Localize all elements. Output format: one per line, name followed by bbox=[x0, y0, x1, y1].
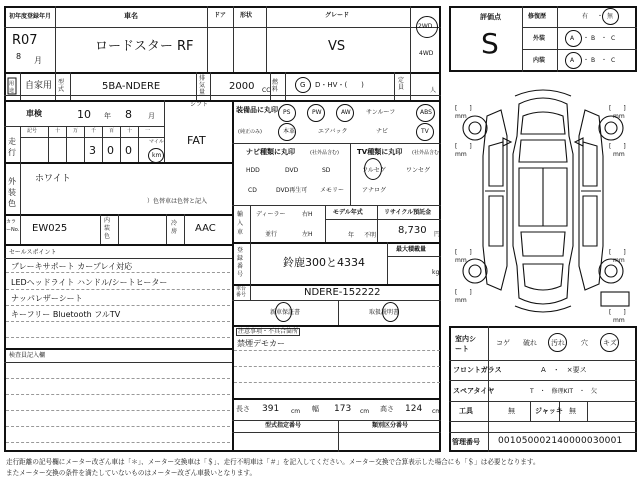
equip-abs-circle bbox=[416, 104, 435, 122]
model-year-label: モデル年式 bbox=[333, 209, 363, 216]
max-load-label: 最大積載量 bbox=[396, 246, 427, 253]
ext-grade-b: B bbox=[591, 35, 596, 42]
shift-value: FAT bbox=[187, 134, 206, 147]
mileage-label: 走行 bbox=[8, 137, 16, 157]
ext-grade-a: A bbox=[570, 35, 575, 42]
recycle-yen: 円 bbox=[434, 231, 441, 238]
fuel-g-circle bbox=[295, 77, 311, 93]
capacity-unit: 人 bbox=[430, 87, 437, 94]
tire-mm: mm bbox=[455, 257, 467, 264]
rating-label: 評価点 bbox=[480, 13, 501, 21]
int-grade-c: C bbox=[611, 57, 616, 64]
equip-leather-circle bbox=[278, 123, 296, 141]
equip-sunroof: サンルーフ bbox=[366, 109, 396, 116]
equip-aw-circle bbox=[336, 104, 354, 122]
tire-label: [ ] bbox=[455, 289, 472, 296]
windshield-label: フロントガラス bbox=[453, 366, 502, 374]
import-lh: 左H bbox=[302, 231, 313, 238]
rating-score: S bbox=[481, 27, 499, 60]
svg-text:途: 途 bbox=[9, 88, 15, 94]
door-label: ドア bbox=[214, 12, 226, 19]
selling-line: キーフリー Bluetooth フルTV bbox=[11, 310, 121, 319]
reg-month-unit: 月 bbox=[34, 56, 42, 65]
cc-unit: CC bbox=[262, 87, 271, 94]
svg-text:用: 用 bbox=[9, 81, 15, 87]
mileage-rank-label: 記号 bbox=[27, 128, 38, 134]
width-value: 173 bbox=[334, 404, 352, 414]
interior-seat-label: 室内シート bbox=[455, 335, 476, 353]
equipment-subtitle: (純正のみ) bbox=[238, 129, 262, 135]
seat-scratch-circle bbox=[600, 333, 619, 352]
navi-hdd: HDD bbox=[246, 167, 260, 174]
inspector-label: 検査員記入欄 bbox=[9, 352, 46, 359]
length-label: 長さ bbox=[236, 405, 250, 413]
color-code: EW025 bbox=[32, 223, 68, 234]
tire-mm: mm bbox=[455, 151, 467, 158]
selling-line: ナッパレザーシート bbox=[11, 294, 83, 303]
seat-stain-circle bbox=[548, 333, 567, 352]
navi-title: ナビ種類に丸印 bbox=[246, 148, 295, 156]
ext-grade-sep: ・ bbox=[601, 35, 608, 42]
drive-2wd-circle bbox=[416, 16, 438, 38]
digit-label: 十 bbox=[127, 128, 133, 134]
ext-a-circle bbox=[565, 30, 582, 47]
int-a-circle bbox=[565, 52, 582, 69]
shape-label: 形状 bbox=[240, 12, 253, 19]
model-label: 型式 bbox=[58, 79, 65, 93]
repair-no-circle bbox=[602, 8, 619, 25]
exterior-label: 外装 bbox=[533, 35, 546, 42]
capacity-label: 定員 bbox=[398, 77, 405, 91]
tire-label: [ ] bbox=[455, 105, 472, 112]
tv-sub: (社外品含む) bbox=[412, 150, 441, 156]
car-name-value: ロードスター RF bbox=[95, 39, 194, 54]
km-unit: km bbox=[152, 152, 162, 159]
mile-unit: マイル bbox=[149, 139, 164, 145]
repair-opt-yes: 有 bbox=[582, 13, 589, 20]
cooler-label: 冷房 bbox=[171, 220, 178, 235]
model-year-unknown: 不明 bbox=[364, 232, 377, 239]
classification-label: 類別区分番号 bbox=[372, 422, 409, 429]
ext-grade-c: C bbox=[611, 35, 616, 42]
tire-mm: mm bbox=[455, 297, 467, 304]
inspection-month: 8 bbox=[125, 108, 132, 121]
import-dealer: ディーラー bbox=[256, 211, 286, 218]
fuel-g: G bbox=[300, 81, 306, 89]
grade-value: VS bbox=[328, 39, 346, 54]
tv-oneseg: ワンセグ bbox=[406, 167, 431, 174]
repair-opt-sep: ・ bbox=[597, 13, 604, 20]
equip-pw: PW bbox=[312, 109, 322, 116]
inspection-year-unit: 年 bbox=[104, 112, 111, 120]
displacement-value: 2000 bbox=[229, 81, 255, 92]
spare-tire-value: T ・ 修理KIT ・ 欠 bbox=[530, 388, 598, 395]
height-label: 高さ bbox=[380, 405, 394, 413]
tv-title: TV種類に丸印 bbox=[357, 148, 403, 156]
displacement-label: 排気量 bbox=[199, 75, 206, 96]
car-body-diagram bbox=[449, 76, 637, 324]
jack-label: ジャッキ bbox=[535, 407, 563, 415]
km-circle bbox=[148, 148, 164, 163]
recycle-value: 8,730 bbox=[398, 225, 427, 236]
equip-pw-circle bbox=[307, 104, 325, 122]
tire-mm: mm bbox=[613, 317, 625, 324]
tire-label: [ ] bbox=[609, 249, 626, 256]
mileage-digit: 3 bbox=[89, 144, 96, 157]
selling-line: LEDヘッドライト ハンドル/シートヒーター bbox=[11, 278, 168, 287]
seat-scratch: キズ bbox=[603, 339, 617, 347]
tv-analog: アナログ bbox=[362, 187, 387, 194]
ext-grade-sep: ・ bbox=[583, 35, 590, 42]
footer-note: 走行距離の記号欄にメーター改ざん車は「＊」、メーター交換車は「＄」、走行不明車は「＃」を記入してください。メーター交換で合算表示した場合にも「＄」は必要となります。 bbox=[6, 458, 540, 466]
drive-2wd: 2WD bbox=[418, 23, 433, 30]
tire-mm: mm bbox=[613, 257, 625, 264]
tire-mm: mm bbox=[613, 113, 625, 120]
registration-label: 登録番号 bbox=[237, 247, 244, 278]
height-value: 124 bbox=[405, 404, 423, 414]
tv-fullseg-circle bbox=[364, 158, 382, 180]
int-grade-sep: ・ bbox=[583, 57, 590, 64]
reg-month: 8 bbox=[16, 52, 22, 61]
navi-dvd-play: DVD再生可 bbox=[276, 187, 308, 194]
equip-navi: ナビ bbox=[376, 128, 389, 135]
color-label: 外装色 bbox=[8, 177, 16, 208]
tire-label: [ ] bbox=[609, 105, 626, 112]
tire-label: [ ] bbox=[455, 143, 472, 150]
notes-text: 禁煙デモカー bbox=[237, 339, 285, 348]
width-unit: cm bbox=[360, 408, 370, 415]
tools-label: 工具 bbox=[459, 407, 473, 415]
navi-cd: CD bbox=[248, 187, 257, 194]
windshield-value: A ・ ×要ス bbox=[541, 366, 587, 374]
selling-line: ブレーキサポート カープレイ対応 bbox=[11, 262, 133, 271]
equip-tv-circle bbox=[416, 123, 434, 141]
navi-sub: (社外品含む) bbox=[310, 150, 339, 156]
chassis-label: 車台番号 bbox=[236, 286, 247, 298]
digit-label: 万 bbox=[73, 128, 79, 134]
mileage-digit: 0 bbox=[125, 144, 132, 157]
seat-burn: コゲ bbox=[496, 339, 510, 347]
selling-points-label: セールスポイント bbox=[9, 249, 57, 256]
usage-value: 自家用 bbox=[25, 81, 53, 91]
mgmt-number-label: 管理番号 bbox=[452, 438, 480, 446]
color-code-label: カラーNo. bbox=[6, 219, 20, 233]
import-label: 輸入車 bbox=[237, 211, 244, 236]
length-unit: cm bbox=[291, 408, 301, 415]
mileage-digit: 0 bbox=[107, 144, 114, 157]
drive-4wd: 4WD bbox=[419, 50, 434, 57]
grade-label: グレード bbox=[325, 12, 350, 19]
digit-label: 百 bbox=[109, 128, 115, 134]
digit-label: 一 bbox=[145, 128, 151, 134]
equip-aw: AW bbox=[341, 109, 351, 116]
seat-tear: 破れ bbox=[523, 339, 537, 347]
owner-manual-circle bbox=[382, 302, 399, 322]
import-rh: 右H bbox=[302, 211, 313, 218]
owner-manual: 取扱説明書 bbox=[369, 309, 400, 316]
tools-value: 無 bbox=[508, 407, 515, 415]
tire-label: [ ] bbox=[609, 309, 626, 316]
repair-label: 修復歴 bbox=[528, 13, 547, 20]
chassis-value: NDERE-152222 bbox=[304, 287, 381, 298]
footer-note: またメーター交換の条件を満たしていないものはメーター改ざん車扱いとなります。 bbox=[6, 469, 257, 477]
import-parallel: 並行 bbox=[265, 231, 278, 238]
equipment-title: 装備品に丸印 bbox=[236, 106, 278, 114]
equip-tv: TV bbox=[421, 128, 429, 135]
jack-value: 無 bbox=[569, 407, 576, 415]
inspection-month-unit: 月 bbox=[148, 112, 155, 120]
color-value: ホワイト bbox=[35, 174, 71, 184]
length-value: 391 bbox=[262, 404, 280, 414]
model-year-unit: 年 bbox=[348, 232, 355, 239]
inspection-year: 10 bbox=[77, 108, 91, 121]
tire-label: [ ] bbox=[609, 143, 626, 150]
int-grade-b: B bbox=[591, 57, 596, 64]
tire-mm: mm bbox=[613, 151, 625, 158]
height-unit: cm bbox=[432, 408, 442, 415]
digit-label: 千 bbox=[91, 128, 97, 134]
cooler-value: AAC bbox=[195, 223, 216, 234]
shift-label: シフト bbox=[190, 101, 209, 108]
model-value: 5BA-NDERE bbox=[102, 81, 161, 92]
fuel-label: 燃料 bbox=[272, 79, 279, 93]
color-note: ）色替車は色替と記入 bbox=[147, 198, 208, 205]
recycle-label: リサイクル預託金 bbox=[384, 209, 432, 216]
usage-icon bbox=[7, 77, 17, 95]
mgmt-number-value: 001050002140000030001 bbox=[498, 436, 623, 446]
int-grade-sep: ・ bbox=[601, 57, 608, 64]
equip-leather: 本革 bbox=[283, 128, 296, 135]
reg-year: R07 bbox=[12, 33, 38, 48]
navi-memory: メモリー bbox=[320, 187, 345, 194]
navi-dvd: DVD bbox=[285, 167, 299, 174]
new-car-book: 新車保証書 bbox=[270, 309, 301, 316]
interior-grade-label: 内装 bbox=[533, 57, 546, 64]
tv-fullseg: フルセグ bbox=[362, 167, 386, 174]
equip-airbag: エアバック bbox=[318, 128, 348, 135]
tire-mm: mm bbox=[455, 113, 467, 120]
navi-sd: SD bbox=[322, 167, 331, 174]
repair-opt-no: 無 bbox=[607, 13, 614, 20]
registration-plate: 鈴鹿300と4334 bbox=[283, 256, 365, 269]
equip-ps: PS bbox=[283, 109, 291, 116]
interior-color-label: 内装色 bbox=[104, 217, 111, 240]
seat-hole: 穴 bbox=[581, 339, 588, 347]
spare-tire-label: スペアタイヤ bbox=[453, 387, 495, 395]
car-name-label: 車名 bbox=[124, 12, 138, 20]
notes-label: 注意事項・不具合箇所 bbox=[238, 328, 299, 335]
int-grade-a: A bbox=[570, 57, 575, 64]
seat-stain: 汚れ bbox=[551, 339, 565, 347]
width-label: 幅 bbox=[312, 405, 319, 413]
equip-abs: ABS bbox=[420, 109, 432, 116]
inspection-label: 車検 bbox=[26, 109, 42, 118]
fuel-options: D・HV・( ) bbox=[315, 81, 364, 89]
equip-ps-circle bbox=[278, 104, 296, 122]
new-car-book-circle bbox=[275, 302, 292, 322]
tire-label: [ ] bbox=[455, 249, 472, 256]
max-load-unit: kg bbox=[432, 269, 440, 276]
type-designation-label: 型式指定番号 bbox=[265, 422, 302, 429]
first-reg-label: 初年度登録年月 bbox=[9, 13, 52, 20]
digit-label: 十 bbox=[55, 128, 61, 134]
